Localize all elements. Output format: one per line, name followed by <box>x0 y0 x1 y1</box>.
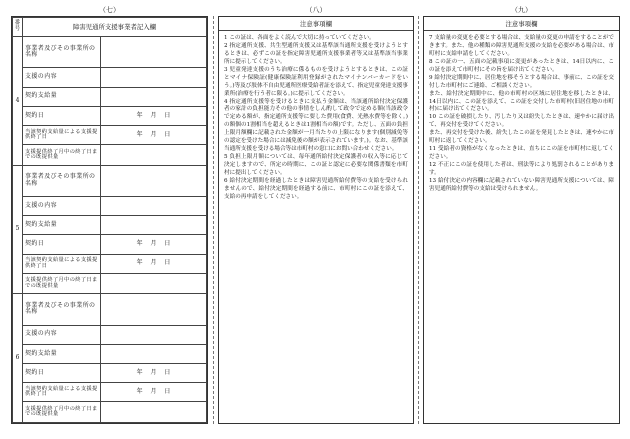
row-label-contract-date: 契約日 <box>23 363 101 382</box>
ledger-row <box>13 273 207 293</box>
note-paragraph: 4 指定通所支援等を受けるときに支払う金額は、当該通所給付決定保護者の家計の負担能力その他の事情をしん酌して政令で定める額(当該政令で定める額が、指定通所支援等に要した費用(食費、光熱水費等を除く。)の額個の1割相当を超えるときは1割相当の額)です。ただし、五面の負担上限月額欄に記載された金額が一月当たりの上限になります(個別減免等の認定を受けた場合には減免後の額が表示されています。)。なお、基準該当通所支援を受ける場合等は市町村の窓口にお問い合わせください。 <box>224 98 408 153</box>
note-paragraph: また、再交付を受けた後、紛失したこの証を発見したときは、速やかに市町村に返してください。 <box>429 130 614 145</box>
note-paragraph: 7 支給量の変更を必要とする場合は、支給量の変更の申請をすることができます。また、他の種類の障害児通所支援の支給を必要がある場合は、市町村に支給申請をしてください。 <box>429 35 614 57</box>
ledger-row <box>13 383 207 402</box>
ledger-row <box>13 165 207 196</box>
provider-entry-panel <box>11 16 208 424</box>
note-paragraph: 12 不正にこの証を使用した者は、刑法等により処罰されることがあります。 <box>429 162 614 176</box>
note-paragraph: 6 給付決定期間を経過したときは障害児通所給付費等の支給を受けられませんので、給付決定期間を経過する前に、市町村にこの証を添えて、支給の再申請をしてください。 <box>224 177 408 200</box>
entry-field-amount-at-contract-end[interactable]: 年 月 日 <box>101 126 207 145</box>
row-label-remaining-at-end: 支援提供終了月中の終了日までの既提供量 <box>23 145 101 165</box>
row-label-provider: 事業者及びその事業所の名称 <box>23 294 101 325</box>
entry-field-contract-date[interactable]: 年 月 日 <box>101 363 207 382</box>
row-label-amount-at-contract-end: 当該契約支給量による支援提供終了日 <box>23 126 101 145</box>
entry-field-amount-at-contract-end[interactable]: 年 月 日 <box>101 383 207 402</box>
note-paragraph: 8 この証の一、五面の記載事項に変更があったときは、14日以内に、この証を添えて市町村にその旨を届け出てください。 <box>429 58 614 73</box>
note-paragraph: 1 この証は、各面をよく読んで大切に持っていてください。 <box>224 35 375 41</box>
group-number: 6 <box>13 294 23 423</box>
ledger-row <box>13 106 207 125</box>
note-paragraph: 13 給付決定の内容欄に記載されていない障害児通所支援については、障害児通所給付費等の支給は受けられません。 <box>429 177 614 192</box>
entry-field-contract-amount[interactable] <box>101 87 207 106</box>
entry-field-remaining-at-end[interactable] <box>101 273 207 293</box>
entry-field-provider[interactable] <box>101 294 207 325</box>
entry-field-contract-amount[interactable] <box>101 344 207 363</box>
entry-field-remaining-at-end[interactable] <box>101 145 207 165</box>
entry-field-amount-at-contract-end[interactable]: 年 月 日 <box>101 254 207 273</box>
ledger-row <box>13 126 207 145</box>
notes-body <box>219 31 413 206</box>
row-label-provider: 事業者及びその事業所の名称 <box>23 165 101 196</box>
row-label-provider: 事業者及びその事業所の名称 <box>23 37 101 68</box>
entry-field-contract-amount[interactable] <box>101 216 207 235</box>
row-label-contract-date: 契約日 <box>23 235 101 254</box>
row-label-remaining-at-end: 支援提供終了月中の終了日までの既提供量 <box>23 402 101 423</box>
note-paragraph: 10 この証を破損したり、汚したり又は紛失したときは、速やかに届け出て、再交付を受けてください。 <box>429 114 614 129</box>
note-paragraph: 2 指定通所支援、共生型通所支援又は基準該当通所支援を受けようとするときは、必ずこの証を指定障害児通所支援事業者等又は基準該当事業所に提示してください。 <box>224 42 408 65</box>
entry-field-contract-date[interactable]: 年 月 日 <box>101 106 207 125</box>
ledger-row <box>13 68 207 87</box>
ledger-row <box>13 363 207 382</box>
entry-field-remaining-at-end[interactable] <box>101 402 207 423</box>
row-label-contract-amount: 契約支給量 <box>23 87 101 106</box>
group-number: 5 <box>13 165 23 294</box>
group-number: 4 <box>13 37 23 166</box>
row-label-content: 支援の内容 <box>23 325 101 344</box>
row-label-contract-date: 契約日 <box>23 106 101 125</box>
row-label-content: 支援の内容 <box>23 196 101 215</box>
notes-title: 注意事項欄 <box>219 17 413 31</box>
notes-title: 注意事項欄 <box>424 17 619 31</box>
ledger-row <box>13 254 207 273</box>
ledger-row <box>13 196 207 215</box>
page-number-9: （九） <box>511 6 532 14</box>
note-paragraph: また、給付決定期間中に、他の市町村の区域に居住地を移したときは、14日以内に、この証を添えて、この証を交付した市町村(旧居住地の市町村)に届け出てください。 <box>429 90 614 113</box>
entry-field-contract-date[interactable]: 年 月 日 <box>101 235 207 254</box>
provider-entry-table <box>12 17 207 423</box>
note-paragraph: 9 給付決定期間中に、居住地を移そうとする場合は、事前に、この証を交付した市町村にご連絡、ご相談ください。 <box>429 74 614 89</box>
ledger-row <box>13 87 207 106</box>
ledger-row <box>13 235 207 254</box>
table-header-row <box>13 18 207 37</box>
notes-body <box>424 31 619 198</box>
page-number-7: （七） <box>99 6 120 14</box>
entry-field-content[interactable] <box>101 196 207 215</box>
row-label-amount-at-contract-end: 当該契約支給量による支援提供終了日 <box>23 383 101 402</box>
ledger-row <box>13 402 207 423</box>
number-header: 番号 <box>13 18 23 37</box>
row-label-contract-amount: 契約支給量 <box>23 216 101 235</box>
note-paragraph: 3 児童発達支援のうち治療に係るものを受けようとするときは、この証とマイナ保険証(健康保険証利用登録がされたマイナンバーカードをいう。)等及び肢体不自由児通所医療受給者証を添えて、指定児童発達支援事業所(治療を行う者に限る。)に提示してください。 <box>224 66 408 97</box>
entry-field-provider[interactable] <box>101 37 207 68</box>
fold-line-left <box>213 16 214 424</box>
provider-entry-title: 障害児通所支援事業者記入欄 <box>23 18 207 37</box>
notes-panel-middle <box>218 16 414 424</box>
entry-field-provider[interactable] <box>101 165 207 196</box>
note-paragraph: 11 受給者の資格がなくなったときは、直ちにこの証を市町村に返してください。 <box>429 146 614 161</box>
ledger-row <box>13 145 207 165</box>
ledger-row <box>13 294 207 325</box>
row-label-content: 支援の内容 <box>23 68 101 87</box>
ledger-row <box>13 325 207 344</box>
ledger-row <box>13 344 207 363</box>
entry-field-content[interactable] <box>101 68 207 87</box>
row-label-contract-amount: 契約支給量 <box>23 344 101 363</box>
ledger-row <box>13 216 207 235</box>
row-label-remaining-at-end: 支援提供終了月中の終了日までの既提供量 <box>23 273 101 293</box>
notes-panel-right <box>423 16 620 424</box>
ledger-body <box>13 37 207 423</box>
fold-line-right <box>418 16 419 424</box>
ledger-row <box>13 37 207 68</box>
note-paragraph: 5 負担上限月額については、毎年通所給付決定保護者の収入等に応じて決定しますので、所定の時期に、この証と認定に必要な関係書類を市町村に提出してください。 <box>224 154 408 176</box>
page-number-8: （八） <box>305 6 327 14</box>
entry-field-content[interactable] <box>101 325 207 344</box>
row-label-amount-at-contract-end: 当該契約支給量による支援提供終了日 <box>23 254 101 273</box>
